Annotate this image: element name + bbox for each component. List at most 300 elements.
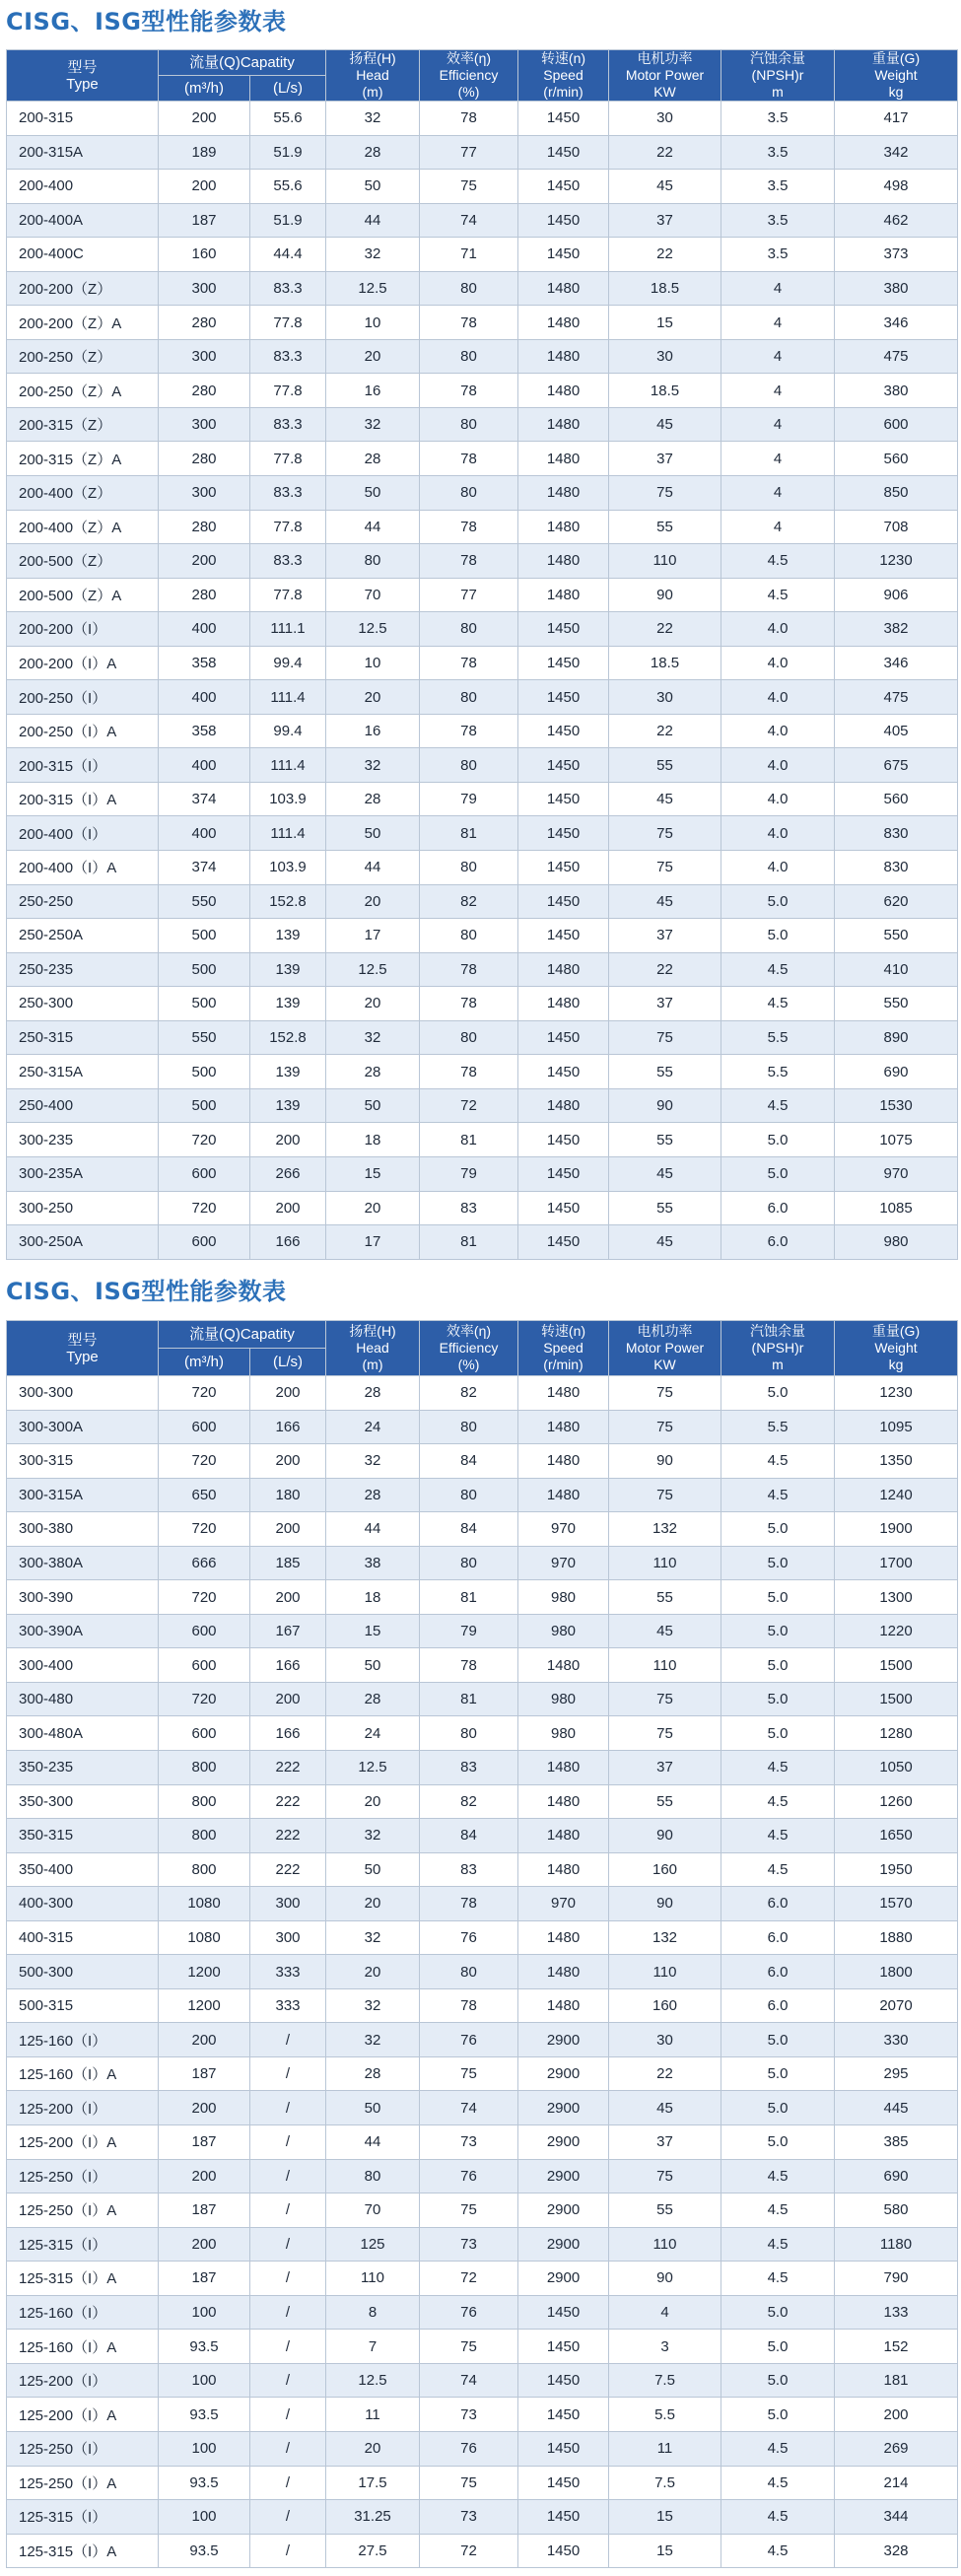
cell-efficiency: 80 <box>420 1955 518 1989</box>
cell-type: 125-200（I）A <box>7 2125 159 2160</box>
cell-weight: 1180 <box>835 2227 958 2262</box>
cell-flow-ls: / <box>250 2023 326 2057</box>
cell-type: 125-250（I）A <box>7 2193 159 2228</box>
cell-flow-ls: 166 <box>250 1410 326 1444</box>
cell-speed: 1450 <box>518 170 609 204</box>
cell-efficiency: 71 <box>420 238 518 272</box>
cell-motor-power: 30 <box>609 339 721 374</box>
cell-head: 70 <box>326 2193 420 2228</box>
table-row <box>7 612 958 647</box>
cell-efficiency: 72 <box>420 2534 518 2568</box>
cell-efficiency: 80 <box>420 680 518 715</box>
table-row <box>7 271 958 306</box>
cell-head: 50 <box>326 816 420 851</box>
cell-speed: 1450 <box>518 1191 609 1225</box>
cell-speed: 1450 <box>518 2295 609 2330</box>
cell-flow-ls: 99.4 <box>250 646 326 680</box>
cell-weight: 133 <box>835 2295 958 2330</box>
table-row <box>7 952 958 987</box>
table-row <box>7 1478 958 1512</box>
cell-type: 300-250 <box>7 1191 159 1225</box>
cell-type: 200-400 <box>7 170 159 204</box>
cell-flow-ls: / <box>250 2330 326 2364</box>
cell-npsh: 5.0 <box>721 1512 835 1547</box>
cell-type: 125-200（I） <box>7 2363 159 2398</box>
cell-npsh: 4.0 <box>721 646 835 680</box>
table-1-header <box>7 50 958 102</box>
cell-type: 200-250（I） <box>7 680 159 715</box>
cell-speed: 1450 <box>518 851 609 885</box>
table-row <box>7 1088 958 1123</box>
cell-speed: 2900 <box>518 2262 609 2296</box>
cell-head: 32 <box>326 407 420 442</box>
cell-efficiency: 78 <box>420 1988 518 2023</box>
cell-flow-ls: / <box>250 2363 326 2398</box>
table-row <box>7 306 958 340</box>
cell-weight: 675 <box>835 748 958 783</box>
cell-weight: 1300 <box>835 1580 958 1615</box>
cell-motor-power: 55 <box>609 2193 721 2228</box>
table-2-title: CISG、ISG型性能参数表 <box>6 1278 287 1305</box>
cell-speed: 1450 <box>518 238 609 272</box>
cell-weight: 373 <box>835 238 958 272</box>
cell-weight: 550 <box>835 919 958 953</box>
cell-efficiency: 82 <box>420 1784 518 1819</box>
cell-flow-ls: 111.4 <box>250 680 326 715</box>
cell-efficiency: 78 <box>420 952 518 987</box>
cell-flow-ls: 111.4 <box>250 816 326 851</box>
cell-speed: 1480 <box>518 1376 609 1411</box>
cell-motor-power: 55 <box>609 1191 721 1225</box>
cell-flow-ls: / <box>250 2534 326 2568</box>
cell-npsh: 4.5 <box>721 2534 835 2568</box>
cell-weight: 1240 <box>835 1478 958 1512</box>
cell-npsh: 4.0 <box>721 714 835 748</box>
cell-flow-m3h: 720 <box>159 1376 250 1411</box>
cell-npsh: 4 <box>721 442 835 476</box>
cell-flow-ls: 103.9 <box>250 851 326 885</box>
table-row <box>7 2363 958 2398</box>
cell-type: 200-315 <box>7 102 159 136</box>
cell-head: 125 <box>326 2227 420 2262</box>
cell-motor-power: 55 <box>609 1784 721 1819</box>
cell-motor-power: 75 <box>609 1478 721 1512</box>
cell-flow-ls: 167 <box>250 1614 326 1648</box>
cell-motor-power: 45 <box>609 170 721 204</box>
cell-npsh: 4 <box>721 510 835 544</box>
cell-flow-m3h: 100 <box>159 2500 250 2535</box>
cell-motor-power: 132 <box>609 1920 721 1955</box>
cell-motor-power: 55 <box>609 1055 721 1089</box>
cell-type: 200-200（I）A <box>7 646 159 680</box>
cell-type: 500-315 <box>7 1988 159 2023</box>
cell-flow-m3h: 600 <box>159 1410 250 1444</box>
cell-type: 300-315 <box>7 1444 159 1479</box>
table-row <box>7 714 958 748</box>
table-2-body <box>7 1376 958 2568</box>
cell-flow-m3h: 720 <box>159 1444 250 1479</box>
cell-type: 125-200（I）A <box>7 2398 159 2432</box>
cell-efficiency: 75 <box>420 2193 518 2228</box>
cell-npsh: 4.0 <box>721 782 835 816</box>
cell-speed: 1480 <box>518 1648 609 1683</box>
cell-flow-ls: / <box>250 2500 326 2535</box>
cell-flow-ls: 139 <box>250 952 326 987</box>
cell-head: 44 <box>326 1512 420 1547</box>
table-row <box>7 2023 958 2057</box>
cell-head: 8 <box>326 2295 420 2330</box>
cell-type: 125-160（I）A <box>7 2056 159 2091</box>
cell-speed: 1450 <box>518 2363 609 2398</box>
cell-motor-power: 30 <box>609 102 721 136</box>
cell-flow-ls: 55.6 <box>250 170 326 204</box>
cell-efficiency: 78 <box>420 306 518 340</box>
cell-flow-ls: / <box>250 2091 326 2125</box>
cell-type: 300-390 <box>7 1580 159 1615</box>
cell-speed: 1450 <box>518 646 609 680</box>
cell-head: 32 <box>326 1020 420 1055</box>
cell-weight: 890 <box>835 1020 958 1055</box>
cell-weight: 970 <box>835 1156 958 1191</box>
cell-head: 44 <box>326 2125 420 2160</box>
cell-flow-m3h: 200 <box>159 2159 250 2193</box>
cell-flow-m3h: 358 <box>159 646 250 680</box>
cell-flow-m3h: 93.5 <box>159 2398 250 2432</box>
cell-flow-m3h: 93.5 <box>159 2466 250 2500</box>
cell-type: 125-315（I）A <box>7 2262 159 2296</box>
header-flow-m3h: (m³/h) <box>159 76 250 102</box>
cell-motor-power: 160 <box>609 1988 721 2023</box>
cell-flow-m3h: 280 <box>159 374 250 408</box>
cell-flow-ls: 200 <box>250 1580 326 1615</box>
cell-type: 350-400 <box>7 1852 159 1887</box>
cell-weight: 330 <box>835 2023 958 2057</box>
cell-speed: 1450 <box>518 782 609 816</box>
table-row <box>7 1614 958 1648</box>
cell-weight: 385 <box>835 2125 958 2160</box>
cell-speed: 1450 <box>518 612 609 647</box>
cell-flow-m3h: 280 <box>159 578 250 612</box>
cell-head: 32 <box>326 1819 420 1853</box>
cell-weight: 417 <box>835 102 958 136</box>
cell-flow-ls: 139 <box>250 1088 326 1123</box>
cell-npsh: 5.0 <box>721 2091 835 2125</box>
cell-npsh: 4.5 <box>721 987 835 1021</box>
cell-motor-power: 45 <box>609 407 721 442</box>
table-row <box>7 680 958 715</box>
cell-flow-ls: 333 <box>250 1955 326 1989</box>
cell-motor-power: 22 <box>609 135 721 170</box>
cell-npsh: 4.5 <box>721 2159 835 2193</box>
cell-motor-power: 45 <box>609 1225 721 1260</box>
table-row <box>7 884 958 919</box>
cell-head: 12.5 <box>326 612 420 647</box>
cell-npsh: 5.0 <box>721 2056 835 2091</box>
cell-flow-ls: 200 <box>250 1682 326 1716</box>
cell-flow-ls: 152.8 <box>250 884 326 919</box>
cell-flow-ls: 83.3 <box>250 407 326 442</box>
table-row <box>7 102 958 136</box>
cell-flow-m3h: 187 <box>159 2056 250 2091</box>
cell-speed: 1450 <box>518 1123 609 1157</box>
cell-speed: 2900 <box>518 2125 609 2160</box>
cell-npsh: 3.5 <box>721 135 835 170</box>
cell-efficiency: 78 <box>420 646 518 680</box>
cell-type: 200-315（I） <box>7 748 159 783</box>
cell-speed: 1480 <box>518 1819 609 1853</box>
cell-npsh: 5.5 <box>721 1055 835 1089</box>
cell-motor-power: 90 <box>609 1887 721 1921</box>
cell-speed: 1480 <box>518 1920 609 1955</box>
cell-weight: 1950 <box>835 1852 958 1887</box>
cell-npsh: 4.5 <box>721 2227 835 2262</box>
cell-flow-ls: 222 <box>250 1751 326 1785</box>
cell-npsh: 5.0 <box>721 1716 835 1751</box>
table-2-header <box>7 1321 958 1376</box>
cell-npsh: 4.5 <box>721 2431 835 2466</box>
cell-motor-power: 4 <box>609 2295 721 2330</box>
cell-motor-power: 90 <box>609 1444 721 1479</box>
cell-flow-m3h: 100 <box>159 2431 250 2466</box>
header-motor-power: 电机功率 Motor Power KW <box>609 50 721 102</box>
cell-npsh: 5.0 <box>721 1546 835 1580</box>
cell-flow-m3h: 1200 <box>159 1988 250 2023</box>
cell-motor-power: 75 <box>609 2159 721 2193</box>
performance-table-2 <box>6 1320 958 2568</box>
cell-head: 32 <box>326 1920 420 1955</box>
cell-type: 300-250A <box>7 1225 159 1260</box>
cell-speed: 1450 <box>518 680 609 715</box>
cell-type: 200-400（I） <box>7 816 159 851</box>
cell-head: 28 <box>326 1682 420 1716</box>
cell-head: 32 <box>326 1988 420 2023</box>
cell-flow-m3h: 550 <box>159 1020 250 1055</box>
cell-efficiency: 84 <box>420 1819 518 1853</box>
cell-type: 300-315A <box>7 1478 159 1512</box>
cell-efficiency: 73 <box>420 2125 518 2160</box>
cell-efficiency: 80 <box>420 851 518 885</box>
cell-flow-ls: 166 <box>250 1225 326 1260</box>
cell-type: 200-200（Z）A <box>7 306 159 340</box>
cell-motor-power: 37 <box>609 919 721 953</box>
table-row <box>7 578 958 612</box>
cell-efficiency: 81 <box>420 1580 518 1615</box>
cell-efficiency: 78 <box>420 544 518 579</box>
cell-type: 250-235 <box>7 952 159 987</box>
table-row <box>7 135 958 170</box>
cell-head: 20 <box>326 2431 420 2466</box>
table-row <box>7 851 958 885</box>
cell-type: 400-315 <box>7 1920 159 1955</box>
cell-weight: 1230 <box>835 1376 958 1411</box>
cell-head: 20 <box>326 884 420 919</box>
cell-head: 20 <box>326 680 420 715</box>
cell-flow-m3h: 200 <box>159 2091 250 2125</box>
cell-efficiency: 82 <box>420 884 518 919</box>
cell-npsh: 3.5 <box>721 238 835 272</box>
cell-flow-m3h: 720 <box>159 1191 250 1225</box>
cell-motor-power: 110 <box>609 1546 721 1580</box>
cell-flow-m3h: 300 <box>159 476 250 511</box>
cell-type: 350-315 <box>7 1819 159 1853</box>
cell-type: 250-315 <box>7 1020 159 1055</box>
cell-type: 250-315A <box>7 1055 159 1089</box>
cell-motor-power: 37 <box>609 203 721 238</box>
cell-head: 28 <box>326 782 420 816</box>
cell-speed: 970 <box>518 1546 609 1580</box>
table-row <box>7 1156 958 1191</box>
cell-motor-power: 18.5 <box>609 271 721 306</box>
cell-flow-ls: / <box>250 2262 326 2296</box>
cell-flow-m3h: 189 <box>159 135 250 170</box>
table-row <box>7 1852 958 1887</box>
table-row <box>7 407 958 442</box>
cell-speed: 1480 <box>518 1751 609 1785</box>
cell-flow-m3h: 374 <box>159 851 250 885</box>
cell-speed: 1450 <box>518 1225 609 1260</box>
cell-type: 200-400（Z） <box>7 476 159 511</box>
cell-efficiency: 78 <box>420 374 518 408</box>
cell-head: 20 <box>326 1191 420 1225</box>
cell-motor-power: 110 <box>609 2227 721 2262</box>
cell-weight: 200 <box>835 2398 958 2432</box>
table-row <box>7 2227 958 2262</box>
cell-flow-ls: 300 <box>250 1887 326 1921</box>
cell-type: 200-315（Z） <box>7 407 159 442</box>
cell-head: 17 <box>326 919 420 953</box>
cell-type: 300-300A <box>7 1410 159 1444</box>
cell-motor-power: 15 <box>609 2534 721 2568</box>
cell-weight: 830 <box>835 851 958 885</box>
cell-type: 250-400 <box>7 1088 159 1123</box>
cell-weight: 1500 <box>835 1682 958 1716</box>
cell-motor-power: 37 <box>609 442 721 476</box>
cell-npsh: 4.5 <box>721 1088 835 1123</box>
cell-flow-m3h: 650 <box>159 1478 250 1512</box>
cell-npsh: 4.5 <box>721 2193 835 2228</box>
cell-flow-ls: 55.6 <box>250 102 326 136</box>
cell-type: 300-300 <box>7 1376 159 1411</box>
cell-efficiency: 81 <box>420 1123 518 1157</box>
cell-flow-ls: 333 <box>250 1988 326 2023</box>
cell-head: 28 <box>326 1055 420 1089</box>
cell-weight: 1280 <box>835 1716 958 1751</box>
cell-type: 125-250（I）A <box>7 2466 159 2500</box>
cell-flow-m3h: 720 <box>159 1123 250 1157</box>
cell-type: 200-315（Z）A <box>7 442 159 476</box>
cell-efficiency: 81 <box>420 1225 518 1260</box>
cell-head: 20 <box>326 1955 420 1989</box>
cell-motor-power: 22 <box>609 714 721 748</box>
cell-npsh: 5.0 <box>721 2330 835 2364</box>
cell-motor-power: 75 <box>609 816 721 851</box>
cell-motor-power: 55 <box>609 1580 721 1615</box>
cell-speed: 1450 <box>518 1020 609 1055</box>
table-row <box>7 476 958 511</box>
cell-weight: 410 <box>835 952 958 987</box>
cell-efficiency: 74 <box>420 2363 518 2398</box>
cell-weight: 620 <box>835 884 958 919</box>
cell-efficiency: 73 <box>420 2227 518 2262</box>
cell-type: 200-400C <box>7 238 159 272</box>
cell-type: 125-250（I） <box>7 2159 159 2193</box>
table-row <box>7 1648 958 1683</box>
cell-speed: 970 <box>518 1512 609 1547</box>
cell-speed: 1480 <box>518 476 609 511</box>
table-row <box>7 1682 958 1716</box>
cell-efficiency: 76 <box>420 2159 518 2193</box>
cell-efficiency: 80 <box>420 1410 518 1444</box>
cell-type: 350-235 <box>7 1751 159 1785</box>
cell-weight: 1800 <box>835 1955 958 1989</box>
cell-npsh: 5.0 <box>721 919 835 953</box>
cell-speed: 1480 <box>518 1784 609 1819</box>
cell-flow-ls: 185 <box>250 1546 326 1580</box>
cell-weight: 1500 <box>835 1648 958 1683</box>
cell-type: 400-300 <box>7 1887 159 1921</box>
cell-weight: 600 <box>835 407 958 442</box>
cell-type: 500-300 <box>7 1955 159 1989</box>
cell-weight: 445 <box>835 2091 958 2125</box>
cell-weight: 690 <box>835 2159 958 2193</box>
cell-weight: 380 <box>835 374 958 408</box>
cell-npsh: 5.0 <box>721 1123 835 1157</box>
cell-motor-power: 110 <box>609 1955 721 1989</box>
cell-npsh: 5.0 <box>721 1614 835 1648</box>
cell-head: 16 <box>326 714 420 748</box>
cell-speed: 1450 <box>518 816 609 851</box>
cell-motor-power: 90 <box>609 1088 721 1123</box>
cell-flow-ls: 77.8 <box>250 306 326 340</box>
cell-speed: 1450 <box>518 884 609 919</box>
cell-head: 20 <box>326 339 420 374</box>
cell-head: 28 <box>326 135 420 170</box>
cell-motor-power: 45 <box>609 884 721 919</box>
cell-head: 10 <box>326 306 420 340</box>
cell-weight: 380 <box>835 271 958 306</box>
cell-flow-ls: 222 <box>250 1784 326 1819</box>
cell-efficiency: 80 <box>420 271 518 306</box>
cell-flow-m3h: 500 <box>159 952 250 987</box>
header-weight: 重量(G) Weight kg <box>835 50 958 102</box>
cell-speed: 1480 <box>518 1478 609 1512</box>
cell-efficiency: 76 <box>420 2295 518 2330</box>
table-row <box>7 1055 958 1089</box>
header-efficiency: 效率(η) Efficiency (%) <box>420 1321 518 1376</box>
cell-speed: 2900 <box>518 2159 609 2193</box>
cell-weight: 560 <box>835 442 958 476</box>
cell-type: 300-390A <box>7 1614 159 1648</box>
cell-weight: 475 <box>835 680 958 715</box>
cell-weight: 1260 <box>835 1784 958 1819</box>
cell-speed: 2900 <box>518 2227 609 2262</box>
cell-npsh: 5.0 <box>721 1376 835 1411</box>
cell-head: 31.25 <box>326 2500 420 2535</box>
cell-efficiency: 78 <box>420 510 518 544</box>
table-row <box>7 782 958 816</box>
cell-flow-ls: 222 <box>250 1852 326 1887</box>
cell-motor-power: 15 <box>609 306 721 340</box>
cell-flow-ls: 44.4 <box>250 238 326 272</box>
header-speed: 转速(n) Speed (r/min) <box>518 50 609 102</box>
cell-motor-power: 18.5 <box>609 374 721 408</box>
cell-efficiency: 77 <box>420 135 518 170</box>
cell-weight: 382 <box>835 612 958 647</box>
cell-head: 80 <box>326 2159 420 2193</box>
cell-efficiency: 80 <box>420 1716 518 1751</box>
cell-type: 125-315（I）A <box>7 2534 159 2568</box>
cell-type: 125-315（I） <box>7 2227 159 2262</box>
